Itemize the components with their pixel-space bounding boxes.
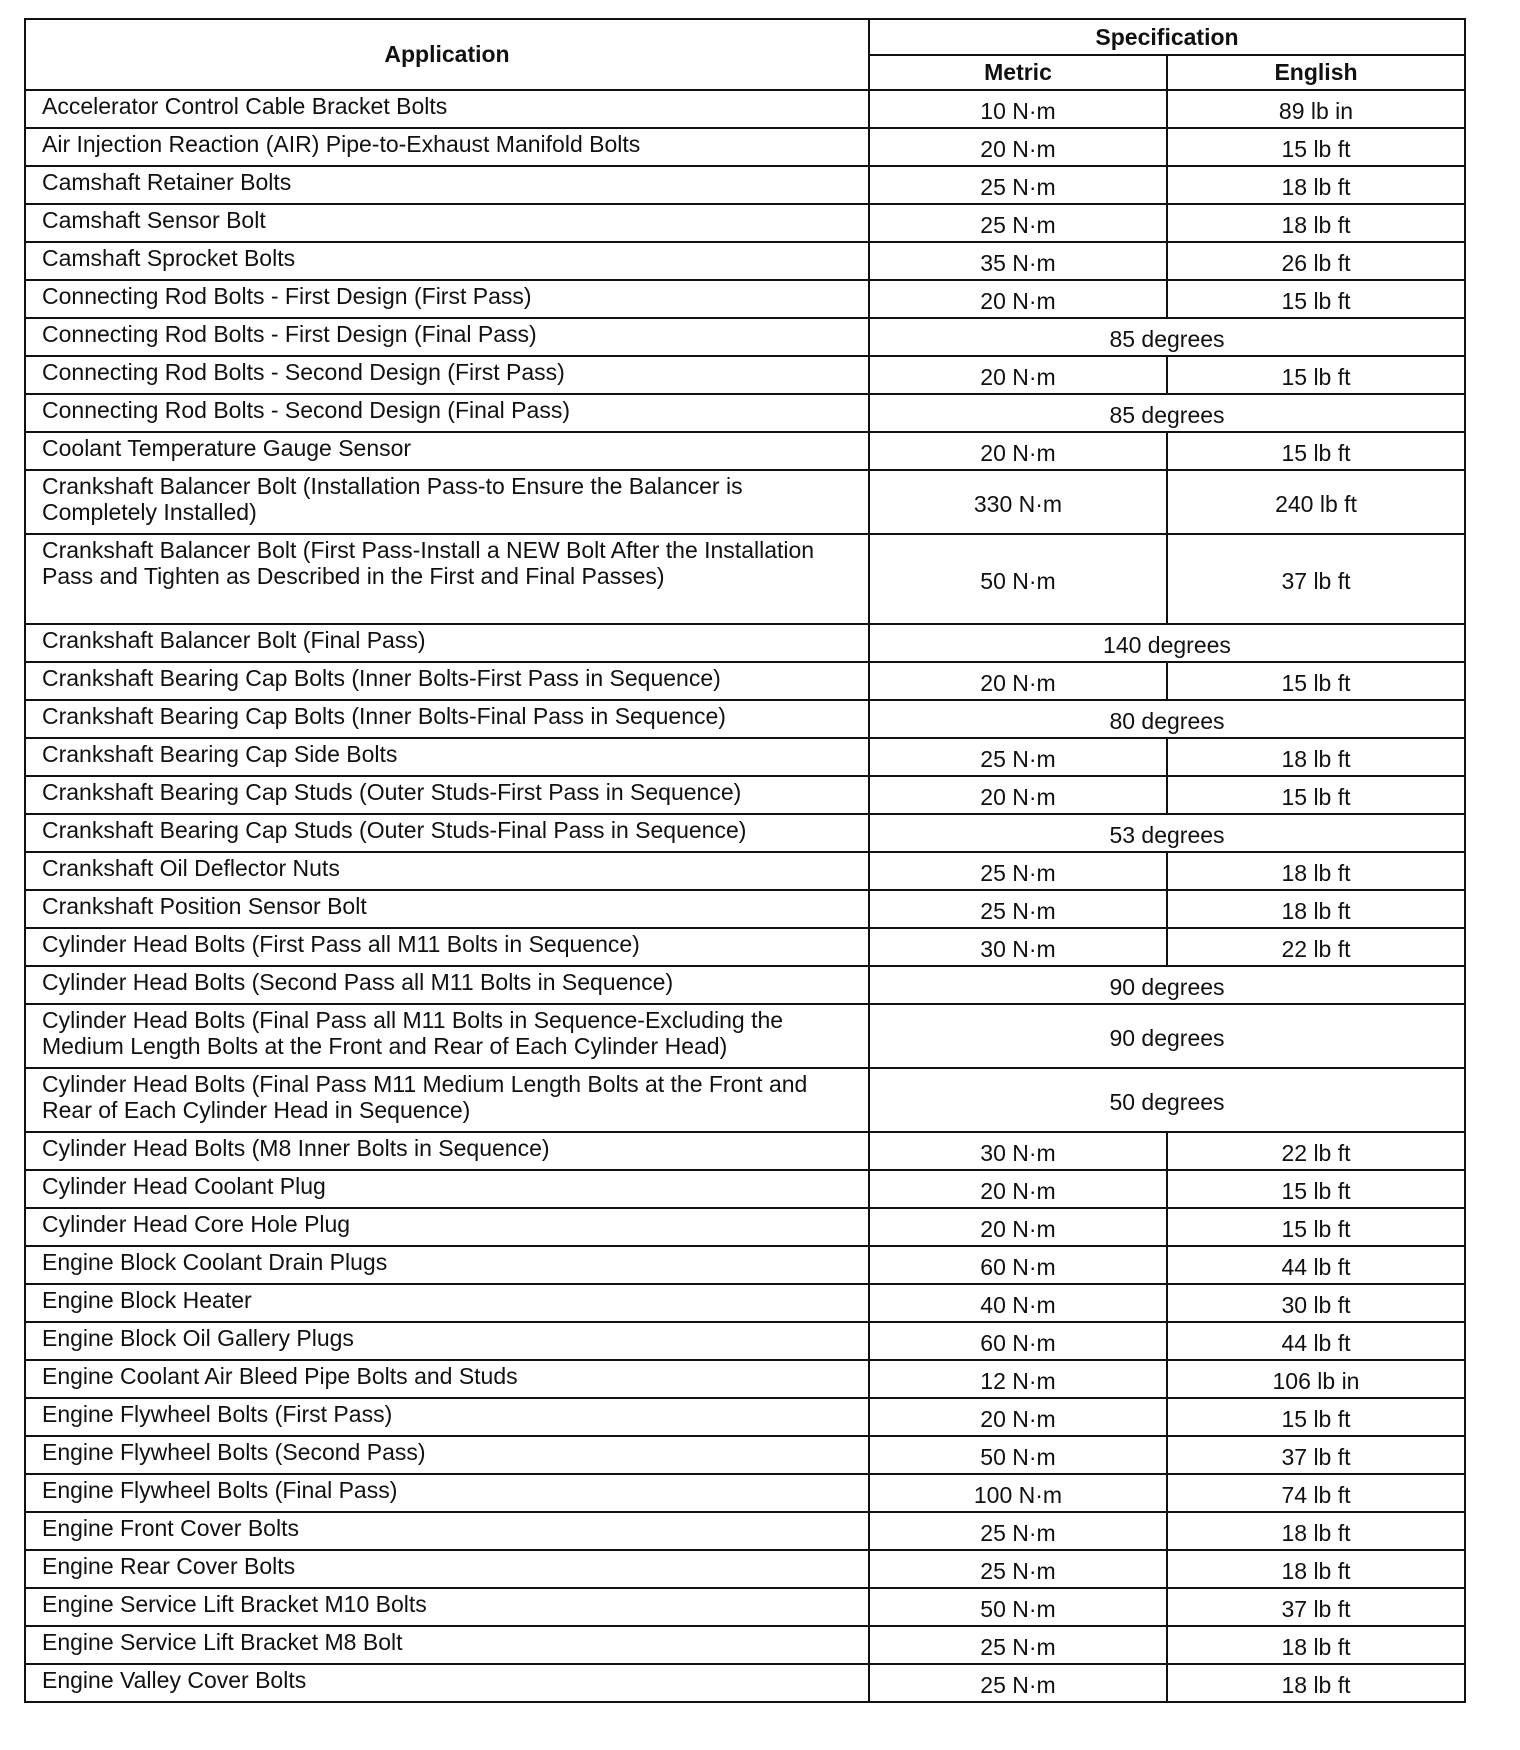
english-cell: 30 lb ft bbox=[1167, 1284, 1465, 1322]
application-cell: Crankshaft Balancer Bolt (Installation Pass-to Ensure the Balancer is Completely Installed) bbox=[25, 470, 869, 534]
english-cell: 15 lb ft bbox=[1167, 280, 1465, 318]
english-cell: 15 lb ft bbox=[1167, 432, 1465, 470]
table-row bbox=[25, 890, 1465, 928]
application-cell: Crankshaft Bearing Cap Studs (Outer Studs-First Pass in Sequence) bbox=[25, 776, 869, 814]
english-cell: 15 lb ft bbox=[1167, 356, 1465, 394]
fastener-spec-table bbox=[24, 18, 1466, 1703]
application-cell: Engine Valley Cover Bolts bbox=[25, 1664, 869, 1702]
application-cell: Coolant Temperature Gauge Sensor bbox=[25, 432, 869, 470]
angle-spec-cell: 90 degrees bbox=[869, 966, 1465, 1004]
table-row bbox=[25, 1284, 1465, 1322]
application-cell: Cylinder Head Bolts (First Pass all M11 Bolts in Sequence) bbox=[25, 928, 869, 966]
application-cell: Engine Flywheel Bolts (First Pass) bbox=[25, 1398, 869, 1436]
metric-cell: 10 N·m bbox=[869, 90, 1167, 128]
table-row bbox=[25, 1474, 1465, 1512]
table-row bbox=[25, 1068, 1465, 1132]
application-cell: Engine Coolant Air Bleed Pipe Bolts and Studs bbox=[25, 1360, 869, 1398]
table-row bbox=[25, 128, 1465, 166]
angle-spec-cell: 53 degrees bbox=[869, 814, 1465, 852]
table-row bbox=[25, 1436, 1465, 1474]
application-cell: Engine Block Heater bbox=[25, 1284, 869, 1322]
application-cell: Crankshaft Bearing Cap Bolts (Inner Bolts-First Pass in Sequence) bbox=[25, 662, 869, 700]
table-row bbox=[25, 356, 1465, 394]
metric-cell: 40 N·m bbox=[869, 1284, 1167, 1322]
application-cell: Air Injection Reaction (AIR) Pipe-to-Exhaust Manifold Bolts bbox=[25, 128, 869, 166]
specification-header: Specification bbox=[869, 19, 1465, 55]
metric-cell: 25 N·m bbox=[869, 1664, 1167, 1702]
table-row bbox=[25, 394, 1465, 432]
angle-spec-cell: 85 degrees bbox=[869, 318, 1465, 356]
table-row bbox=[25, 1550, 1465, 1588]
table-row bbox=[25, 432, 1465, 470]
application-cell: Engine Service Lift Bracket M8 Bolt bbox=[25, 1626, 869, 1664]
metric-cell: 20 N·m bbox=[869, 280, 1167, 318]
english-cell: 18 lb ft bbox=[1167, 1626, 1465, 1664]
metric-cell: 20 N·m bbox=[869, 662, 1167, 700]
table-row bbox=[25, 1512, 1465, 1550]
application-cell: Crankshaft Balancer Bolt (Final Pass) bbox=[25, 624, 869, 662]
application-cell: Connecting Rod Bolts - First Design (First Pass) bbox=[25, 280, 869, 318]
application-cell: Engine Block Oil Gallery Plugs bbox=[25, 1322, 869, 1360]
metric-cell: 50 N·m bbox=[869, 1588, 1167, 1626]
metric-cell: 60 N·m bbox=[869, 1246, 1167, 1284]
metric-cell: 50 N·m bbox=[869, 534, 1167, 624]
metric-cell: 20 N·m bbox=[869, 1170, 1167, 1208]
application-cell: Crankshaft Position Sensor Bolt bbox=[25, 890, 869, 928]
metric-cell: 30 N·m bbox=[869, 928, 1167, 966]
table-row bbox=[25, 928, 1465, 966]
english-cell: 37 lb ft bbox=[1167, 534, 1465, 624]
metric-cell: 20 N·m bbox=[869, 356, 1167, 394]
table-row bbox=[25, 700, 1465, 738]
application-cell: Engine Block Coolant Drain Plugs bbox=[25, 1246, 869, 1284]
english-cell: 18 lb ft bbox=[1167, 1512, 1465, 1550]
table-row bbox=[25, 852, 1465, 890]
table-row bbox=[25, 1322, 1465, 1360]
table-row bbox=[25, 1170, 1465, 1208]
table-row bbox=[25, 204, 1465, 242]
application-cell: Connecting Rod Bolts - Second Design (First Pass) bbox=[25, 356, 869, 394]
metric-cell: 12 N·m bbox=[869, 1360, 1167, 1398]
english-cell: 18 lb ft bbox=[1167, 852, 1465, 890]
metric-cell: 25 N·m bbox=[869, 166, 1167, 204]
table-row bbox=[25, 662, 1465, 700]
english-cell: 106 lb in bbox=[1167, 1360, 1465, 1398]
metric-cell: 25 N·m bbox=[869, 1550, 1167, 1588]
table-body bbox=[25, 90, 1465, 1702]
table-row bbox=[25, 242, 1465, 280]
english-cell: 15 lb ft bbox=[1167, 1170, 1465, 1208]
metric-cell: 60 N·m bbox=[869, 1322, 1167, 1360]
angle-spec-cell: 50 degrees bbox=[869, 1068, 1465, 1132]
english-cell: 89 lb in bbox=[1167, 90, 1465, 128]
metric-cell: 330 N·m bbox=[869, 470, 1167, 534]
angle-spec-cell: 140 degrees bbox=[869, 624, 1465, 662]
application-cell: Crankshaft Balancer Bolt (First Pass-Install a NEW Bolt After the Installation Pass and Tighten as Described in the First and Final Passes) bbox=[25, 534, 869, 624]
application-cell: Cylinder Head Bolts (Final Pass M11 Medium Length Bolts at the Front and Rear of Each Cylinder Head in Sequence) bbox=[25, 1068, 869, 1132]
table-row bbox=[25, 1626, 1465, 1664]
metric-cell: 25 N·m bbox=[869, 890, 1167, 928]
table-row bbox=[25, 1360, 1465, 1398]
table-row bbox=[25, 776, 1465, 814]
english-cell: 15 lb ft bbox=[1167, 776, 1465, 814]
english-cell: 18 lb ft bbox=[1167, 204, 1465, 242]
english-cell: 18 lb ft bbox=[1167, 166, 1465, 204]
application-header: Application bbox=[25, 19, 869, 90]
application-cell: Cylinder Head Bolts (M8 Inner Bolts in Sequence) bbox=[25, 1132, 869, 1170]
english-cell: 18 lb ft bbox=[1167, 1664, 1465, 1702]
application-cell: Connecting Rod Bolts - Second Design (Final Pass) bbox=[25, 394, 869, 432]
english-cell: 18 lb ft bbox=[1167, 1550, 1465, 1588]
application-cell: Crankshaft Oil Deflector Nuts bbox=[25, 852, 869, 890]
metric-cell: 50 N·m bbox=[869, 1436, 1167, 1474]
english-cell: 240 lb ft bbox=[1167, 470, 1465, 534]
application-cell: Crankshaft Bearing Cap Side Bolts bbox=[25, 738, 869, 776]
application-cell: Connecting Rod Bolts - First Design (Final Pass) bbox=[25, 318, 869, 356]
application-cell: Cylinder Head Core Hole Plug bbox=[25, 1208, 869, 1246]
table-row bbox=[25, 534, 1465, 624]
english-cell: 74 lb ft bbox=[1167, 1474, 1465, 1512]
application-cell: Cylinder Head Coolant Plug bbox=[25, 1170, 869, 1208]
table-row bbox=[25, 1132, 1465, 1170]
english-cell: 22 lb ft bbox=[1167, 928, 1465, 966]
english-cell: 37 lb ft bbox=[1167, 1436, 1465, 1474]
application-cell: Crankshaft Bearing Cap Bolts (Inner Bolts-Final Pass in Sequence) bbox=[25, 700, 869, 738]
application-cell: Engine Flywheel Bolts (Final Pass) bbox=[25, 1474, 869, 1512]
table-row bbox=[25, 1664, 1465, 1702]
application-cell: Accelerator Control Cable Bracket Bolts bbox=[25, 90, 869, 128]
table-row bbox=[25, 966, 1465, 1004]
angle-spec-cell: 90 degrees bbox=[869, 1004, 1465, 1068]
table-row bbox=[25, 1588, 1465, 1626]
english-cell: 18 lb ft bbox=[1167, 890, 1465, 928]
english-cell: 44 lb ft bbox=[1167, 1246, 1465, 1284]
table-row bbox=[25, 738, 1465, 776]
table-row bbox=[25, 1398, 1465, 1436]
english-cell: 15 lb ft bbox=[1167, 128, 1465, 166]
english-cell: 22 lb ft bbox=[1167, 1132, 1465, 1170]
english-cell: 18 lb ft bbox=[1167, 738, 1465, 776]
english-cell: 26 lb ft bbox=[1167, 242, 1465, 280]
english-header: English bbox=[1167, 55, 1465, 90]
application-cell: Camshaft Sensor Bolt bbox=[25, 204, 869, 242]
table-row bbox=[25, 318, 1465, 356]
metric-cell: 20 N·m bbox=[869, 1398, 1167, 1436]
english-cell: 15 lb ft bbox=[1167, 662, 1465, 700]
metric-cell: 25 N·m bbox=[869, 738, 1167, 776]
metric-cell: 30 N·m bbox=[869, 1132, 1167, 1170]
application-cell: Engine Flywheel Bolts (Second Pass) bbox=[25, 1436, 869, 1474]
table-row bbox=[25, 1208, 1465, 1246]
table-row bbox=[25, 166, 1465, 204]
table-row bbox=[25, 1246, 1465, 1284]
english-cell: 37 lb ft bbox=[1167, 1588, 1465, 1626]
table-row bbox=[25, 90, 1465, 128]
application-cell: Engine Rear Cover Bolts bbox=[25, 1550, 869, 1588]
table-row bbox=[25, 814, 1465, 852]
metric-cell: 25 N·m bbox=[869, 852, 1167, 890]
english-cell: 15 lb ft bbox=[1167, 1208, 1465, 1246]
metric-cell: 25 N·m bbox=[869, 1626, 1167, 1664]
application-cell: Camshaft Retainer Bolts bbox=[25, 166, 869, 204]
metric-cell: 20 N·m bbox=[869, 128, 1167, 166]
application-cell: Camshaft Sprocket Bolts bbox=[25, 242, 869, 280]
metric-cell: 100 N·m bbox=[869, 1474, 1167, 1512]
table-row bbox=[25, 624, 1465, 662]
table-row bbox=[25, 1004, 1465, 1068]
table-row bbox=[25, 280, 1465, 318]
application-cell: Crankshaft Bearing Cap Studs (Outer Studs-Final Pass in Sequence) bbox=[25, 814, 869, 852]
application-cell: Engine Front Cover Bolts bbox=[25, 1512, 869, 1550]
metric-cell: 25 N·m bbox=[869, 204, 1167, 242]
angle-spec-cell: 80 degrees bbox=[869, 700, 1465, 738]
angle-spec-cell: 85 degrees bbox=[869, 394, 1465, 432]
table-header bbox=[25, 19, 1465, 90]
table-row bbox=[25, 470, 1465, 534]
metric-cell: 20 N·m bbox=[869, 776, 1167, 814]
application-cell: Cylinder Head Bolts (Second Pass all M11 Bolts in Sequence) bbox=[25, 966, 869, 1004]
metric-cell: 20 N·m bbox=[869, 1208, 1167, 1246]
application-cell: Engine Service Lift Bracket M10 Bolts bbox=[25, 1588, 869, 1626]
english-cell: 15 lb ft bbox=[1167, 1398, 1465, 1436]
metric-cell: 20 N·m bbox=[869, 432, 1167, 470]
metric-cell: 25 N·m bbox=[869, 1512, 1167, 1550]
metric-cell: 35 N·m bbox=[869, 242, 1167, 280]
english-cell: 44 lb ft bbox=[1167, 1322, 1465, 1360]
metric-header: Metric bbox=[869, 55, 1167, 90]
application-cell: Cylinder Head Bolts (Final Pass all M11 Bolts in Sequence-Excluding the Medium Length Bolts at the Front and Rear of Each Cylinder Head) bbox=[25, 1004, 869, 1068]
